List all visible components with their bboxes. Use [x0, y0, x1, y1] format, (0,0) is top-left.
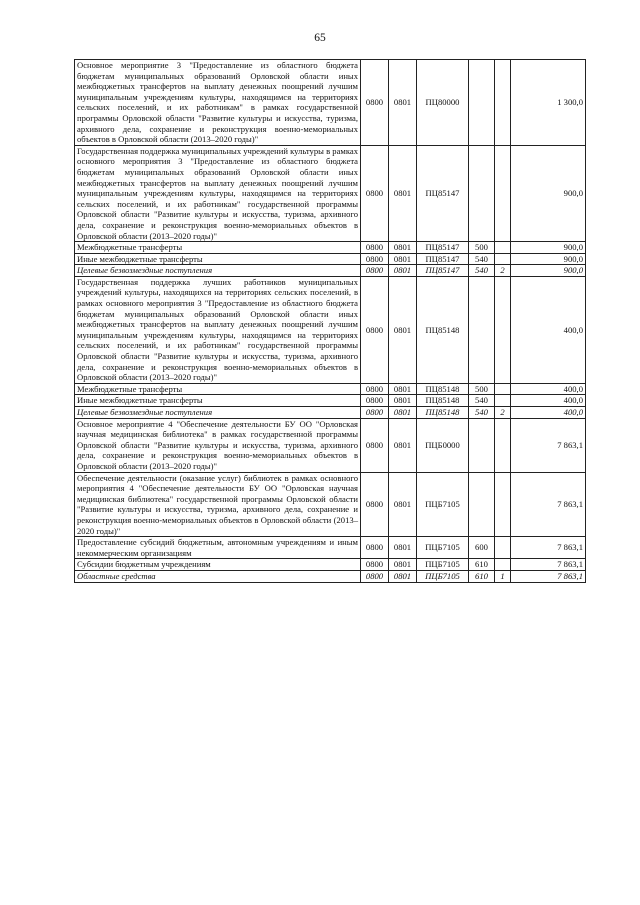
amount-cell: 7 863,1: [511, 418, 586, 472]
target-article-cell: ПЦ85147: [417, 145, 469, 241]
target-article-cell: ПЦ80000: [417, 60, 469, 146]
section-code-cell: 0800: [361, 242, 389, 254]
section-code-cell: 0800: [361, 395, 389, 407]
expense-type-cell: 500: [469, 242, 495, 254]
subsection-code-cell: 0801: [389, 253, 417, 265]
table-row: [75, 418, 586, 472]
table-row: [75, 559, 586, 571]
section-code-cell: 0800: [361, 145, 389, 241]
item-name-cell: Целевые безвозмездные поступления: [75, 265, 361, 277]
subsection-code-cell: 0801: [389, 537, 417, 559]
target-article-cell: ПЦ85148: [417, 407, 469, 419]
amount-cell: 900,0: [511, 265, 586, 277]
section-code-cell: 0800: [361, 559, 389, 571]
item-name-cell: Государственная поддержка лучших работников муниципальных учреждений культуры, находящихся на территориях сельских поселений, в рамках основного мероприятия 3 "Предоставление из областного бюджета бюджетам муниципальных образований Орловской области иных межбюджетных трансфертов на выплату денежных поощрений лучшим муниципальным учреждениям культуры, находящимся на территориях сельских поселений, и их работникам" государственной программы Орловской области "Развитие культуры и искусства, туризма, архивного дела, сохранение и реконструкция военно-мемориальных объектов в Орловской области (2013–2020 годы)": [75, 276, 361, 383]
amount-cell: 400,0: [511, 395, 586, 407]
subsection-code-cell: 0801: [389, 145, 417, 241]
amount-cell: 1 300,0: [511, 60, 586, 146]
expense-type-cell: 610: [469, 570, 495, 582]
amount-cell: 400,0: [511, 383, 586, 395]
subsection-code-cell: 0801: [389, 242, 417, 254]
subsection-code-cell: 0801: [389, 383, 417, 395]
table-row: [75, 407, 586, 419]
expense-type-cell: 540: [469, 265, 495, 277]
funding-source-cell: [495, 145, 511, 241]
target-article-cell: ПЦБ7105: [417, 472, 469, 537]
target-article-cell: ПЦ85147: [417, 242, 469, 254]
item-name-cell: Субсидии бюджетным учреждениям: [75, 559, 361, 571]
expense-type-cell: 540: [469, 253, 495, 265]
funding-source-cell: 1: [495, 570, 511, 582]
target-article-cell: ПЦБ7105: [417, 537, 469, 559]
amount-cell: 900,0: [511, 253, 586, 265]
funding-source-cell: [495, 383, 511, 395]
subsection-code-cell: 0801: [389, 570, 417, 582]
funding-source-cell: [495, 60, 511, 146]
funding-source-cell: [495, 395, 511, 407]
table-row: [75, 537, 586, 559]
section-code-cell: 0800: [361, 276, 389, 383]
section-code-cell: 0800: [361, 383, 389, 395]
funding-source-cell: [495, 559, 511, 571]
section-code-cell: 0800: [361, 60, 389, 146]
target-article-cell: ПЦБ7105: [417, 570, 469, 582]
section-code-cell: 0800: [361, 265, 389, 277]
target-article-cell: ПЦ85147: [417, 253, 469, 265]
amount-cell: 400,0: [511, 407, 586, 419]
section-code-cell: 0800: [361, 253, 389, 265]
item-name-cell: Иные межбюджетные трансферты: [75, 253, 361, 265]
expense-type-cell: [469, 472, 495, 537]
item-name-cell: Основное мероприятие 3 "Предоставление из областного бюджета бюджетам муниципальных образований Орловской области иных межбюджетных трансфертов на выплату денежных поощрений лучшим муниципальным учреждениям культуры, находящимся на территориях сельских поселений, и их работникам" в рамках государственной программы Орловской области "Развитие культуры и искусства, туризма, архивного дела, сохранение и реконструкция военно-мемориальных объектов в Орловской области (2013–2020 годы)": [75, 60, 361, 146]
expense-type-cell: 610: [469, 559, 495, 571]
amount-cell: 7 863,1: [511, 559, 586, 571]
section-code-cell: 0800: [361, 418, 389, 472]
table-row: [75, 265, 586, 277]
item-name-cell: Областные средства: [75, 570, 361, 582]
item-name-cell: Предоставление субсидий бюджетным, автономным учреждениям и иным некоммерческим организациям: [75, 537, 361, 559]
item-name-cell: Межбюджетные трансферты: [75, 383, 361, 395]
subsection-code-cell: 0801: [389, 472, 417, 537]
table-row: [75, 472, 586, 537]
expense-type-cell: [469, 145, 495, 241]
section-code-cell: 0800: [361, 537, 389, 559]
table-row: [75, 395, 586, 407]
amount-cell: 900,0: [511, 145, 586, 241]
amount-cell: 7 863,1: [511, 570, 586, 582]
funding-source-cell: [495, 472, 511, 537]
funding-source-cell: [495, 537, 511, 559]
budget-table: [74, 59, 586, 583]
target-article-cell: ПЦБ0000: [417, 418, 469, 472]
item-name-cell: Иные межбюджетные трансферты: [75, 395, 361, 407]
subsection-code-cell: 0801: [389, 60, 417, 146]
funding-source-cell: 2: [495, 407, 511, 419]
subsection-code-cell: 0801: [389, 265, 417, 277]
table-row: [75, 383, 586, 395]
amount-cell: 900,0: [511, 242, 586, 254]
expense-type-cell: 540: [469, 395, 495, 407]
table-row: [75, 242, 586, 254]
subsection-code-cell: 0801: [389, 407, 417, 419]
target-article-cell: ПЦ85148: [417, 395, 469, 407]
table-row: [75, 570, 586, 582]
funding-source-cell: [495, 242, 511, 254]
amount-cell: 400,0: [511, 276, 586, 383]
expense-type-cell: [469, 276, 495, 383]
expense-type-cell: 600: [469, 537, 495, 559]
table-row: [75, 253, 586, 265]
section-code-cell: 0800: [361, 570, 389, 582]
expense-type-cell: 500: [469, 383, 495, 395]
page-number: 65: [314, 32, 326, 44]
expense-type-cell: [469, 60, 495, 146]
expense-type-cell: [469, 418, 495, 472]
item-name-cell: Государственная поддержка муниципальных учреждений культуры в рамках основного мероприятия 3 "Предоставление из областного бюджета бюджетам муниципальных образований Орловской области иных межбюджетных трансфертов на выплату денежных поощрений лучшим муниципальным учреждениям культуры, находящимся на территориях сельских поселений, и их работникам" государственной программы Орловской области "Развитие культуры и искусства, туризма, архивного дела, сохранение и реконструкция военно-мемориальных объектов в Орловской области (2013–2020 годы)": [75, 145, 361, 241]
subsection-code-cell: 0801: [389, 559, 417, 571]
item-name-cell: Основное мероприятие 4 "Обеспечение деятельности БУ ОО "Орловская научная медицинская библиотека" в рамках государственной программы Орловской области "Развитие культуры и искусства, туризма, архивного дела, сохранение и реконструкция военно-мемориальных объектов в Орловской области (2013–2020 годы)": [75, 418, 361, 472]
target-article-cell: ПЦБ7105: [417, 559, 469, 571]
expense-type-cell: 540: [469, 407, 495, 419]
table-row: [75, 145, 586, 241]
item-name-cell: Обеспечение деятельности (оказание услуг) библиотек в рамках основного мероприятия 4 "Обеспечение деятельности БУ ОО "Орловская научная медицинская библиотека" государственной программы Орловской области "Развитие культуры и искусства, туризма, архивного дела, сохранение и реконструкция военно-мемориальных объектов в Орловской области (2013–2020 годы)": [75, 472, 361, 537]
subsection-code-cell: 0801: [389, 418, 417, 472]
target-article-cell: ПЦ85148: [417, 276, 469, 383]
amount-cell: 7 863,1: [511, 537, 586, 559]
item-name-cell: Межбюджетные трансферты: [75, 242, 361, 254]
item-name-cell: Целевые безвозмездные поступления: [75, 407, 361, 419]
table-row: [75, 60, 586, 146]
subsection-code-cell: 0801: [389, 395, 417, 407]
funding-source-cell: [495, 418, 511, 472]
subsection-code-cell: 0801: [389, 276, 417, 383]
target-article-cell: ПЦ85147: [417, 265, 469, 277]
table-row: [75, 276, 586, 383]
target-article-cell: ПЦ85148: [417, 383, 469, 395]
amount-cell: 7 863,1: [511, 472, 586, 537]
funding-source-cell: [495, 253, 511, 265]
funding-source-cell: [495, 276, 511, 383]
section-code-cell: 0800: [361, 472, 389, 537]
funding-source-cell: 2: [495, 265, 511, 277]
section-code-cell: 0800: [361, 407, 389, 419]
